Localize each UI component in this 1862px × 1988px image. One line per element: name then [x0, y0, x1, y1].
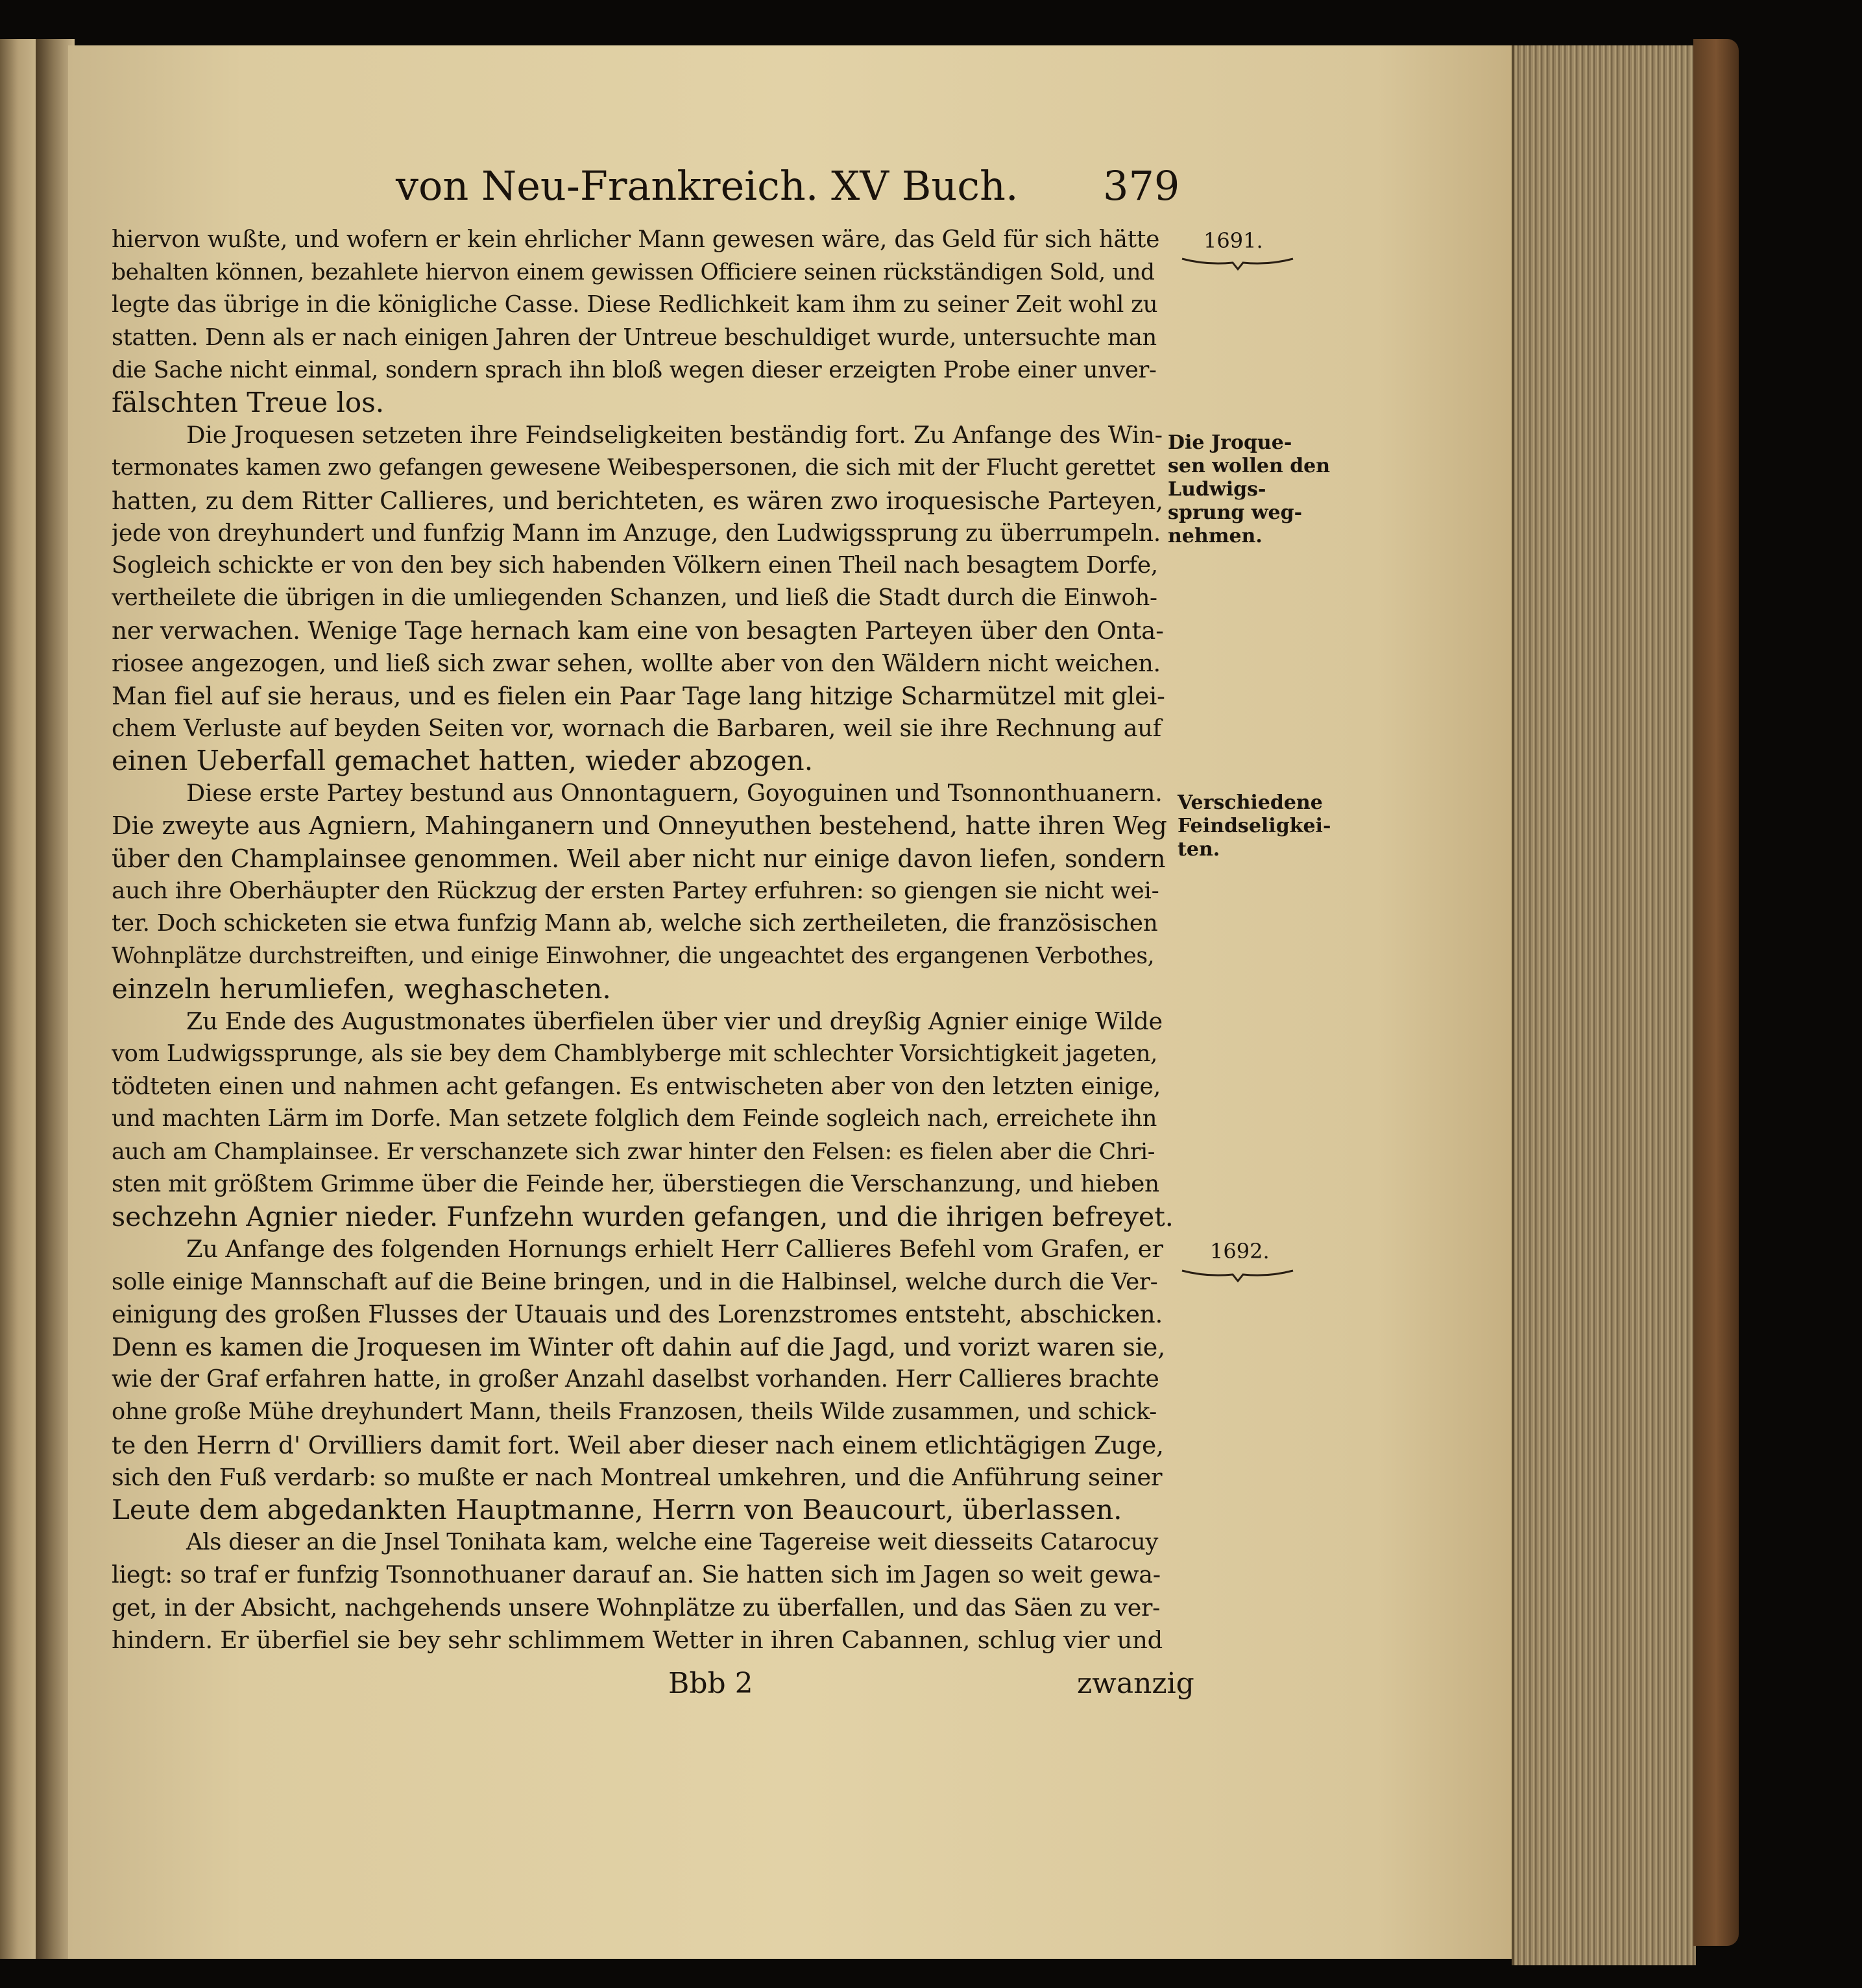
text-line: behalten können, bezahlete hiervon einem gewissen Officiere seinen rückständigen Sold, und [112, 259, 1155, 286]
paragraph [112, 777, 1176, 1005]
paragraph [112, 419, 1176, 777]
signature-mark: Bbb 2 [668, 1667, 753, 1700]
text-line: auch ihre Oberhäupter den Rückzug der ersten Partey erfuhren: so giengen sie nicht wei- [112, 878, 1159, 905]
margin-note-line: Verschiedene [1178, 791, 1323, 814]
text-line: auch am Champlainsee. Er verschanzete sich zwar hinter den Felsen: es fielen aber die Chri- [112, 1138, 1155, 1165]
text-line: und machten Lärm im Dorfe. Man setzete folglich dem Feinde sogleich nach, erreichete ihn [112, 1105, 1157, 1132]
text-line: chem Verluste auf beyden Seiten vor, wornach die Barbaren, weil sie ihre Rechnung auf [112, 714, 1161, 743]
text-line: riosee angezogen, und ließ sich zwar sehen, wollte aber von den Wäldern nicht weichen. [112, 649, 1161, 677]
paragraph [112, 1005, 1176, 1233]
text-line: ohne große Mühe dreyhundert Mann, theils Franzosen, theils Wilde zusammen, und schick- [112, 1398, 1157, 1426]
text-line: die Sache nicht einmal, sondern sprach ihn bloß wegen dieser erzeigten Probe einer unver- [112, 356, 1157, 383]
text-line: Wohnplätze durchstreiften, und einige Einwohner, die ungeachtet des ergangenen Verbothes, [112, 943, 1155, 970]
text-line: Leute dem abgedankten Hauptmanne, Herrn von Beaucourt, überlassen. [112, 1493, 1122, 1526]
text-line: Zu Ende des Augustmonates überfielen über vier und dreyßig Agnier einige Wilde [186, 1007, 1163, 1035]
book-cover-edge [1693, 39, 1739, 1946]
text-line: einen Ueberfall gemachet hatten, wieder abzogen. [112, 745, 814, 777]
body-text [112, 224, 1176, 1696]
paragraph [112, 224, 1176, 419]
text-line: ner verwachen. Wenige Tage hernach kam eine von besagten Parteyen über den Onta- [112, 616, 1164, 645]
text-line: fälschten Treue los. [112, 387, 385, 419]
text-line: jede von dreyhundert und funfzig Mann im Anzuge, den Ludwigssprung zu überrumpeln. [112, 518, 1161, 547]
page-block-edges [1512, 45, 1696, 1965]
margin-note-line: sprung weg- [1168, 501, 1303, 524]
text-line: vertheilete die übrigen in die umliegenden Schanzen, und ließ die Stadt durch die Einwoh- [112, 584, 1157, 612]
margin-note-line: Die Jroque- [1168, 431, 1292, 454]
text-line: sich den Fuß verdarb: so mußte er nach Montreal umkehren, und die Anführung seiner [112, 1463, 1163, 1491]
text-line: Zu Anfange des folgenden Hornungs erhielt Herr Callieres Befehl vom Grafen, er [186, 1235, 1163, 1263]
running-head-title: von Neu-Frankreich. XV Buch. [396, 162, 1019, 210]
margin-note-line: ten. [1178, 838, 1220, 861]
margin-note-line: nehmen. [1168, 525, 1263, 547]
running-head [396, 162, 1180, 221]
margin-note-iroquois [1168, 431, 1330, 548]
text-line: termonates kamen zwo gefangen gewesene Weibespersonen, die sich mit der Flucht gerettet [112, 455, 1155, 481]
text-line: legte das übrige in die königliche Casse. Diese Redlichkeit kam ihm zu seiner Zeit wohl zu [112, 291, 1158, 318]
text-line: Als dieser an die Jnsel Tonihata kam, welche eine Tagereise weit diesseits Catarocuy [186, 1529, 1159, 1556]
text-line: einzeln herumliefen, weghascheten. [112, 972, 611, 1005]
text-line: wie der Graf erfahren hatte, in großer Anzahl daselbst vorhanden. Herr Callieres brachte [112, 1366, 1159, 1393]
margin-note-line: Ludwigs- [1168, 478, 1266, 501]
text-line: einigung des großen Flusses der Utauais und des Lorenzstromes entsteht, abschicken. [112, 1300, 1163, 1328]
margin-note-line: Feindseligkei- [1178, 815, 1331, 837]
text-line: statten. Denn als er nach einigen Jahren der Untreue beschuldiget wurde, untersuchte man [112, 324, 1157, 351]
text-line: über den Champlainsee genommen. Weil aber nicht nur einige davon liefen, sondern [112, 844, 1166, 873]
paragraph [112, 1526, 1176, 1657]
margin-note-hostilities [1178, 791, 1331, 861]
text-line: hiervon wußte, und wofern er kein ehrlicher Mann gewesen wäre, das Geld für sich hätte [112, 226, 1160, 253]
text-line: Die Jroquesen setzeten ihre Feindseligkeiten beständig fort. Zu Anfange des Win- [186, 421, 1163, 449]
text-line: hindern. Er überfiel sie bey sehr schlimmem Wetter in ihren Cabannen, schlug vier und [112, 1625, 1163, 1654]
margin-note-line: sen wollen den [1168, 455, 1331, 477]
margin-brace [1181, 256, 1294, 270]
text-line: ter. Doch schicketen sie etwa funfzig Mann ab, welche sich zertheileten, die französischen [112, 910, 1158, 937]
text-line: hatten, zu dem Ritter Callieres, und berichteten, es wären zwo iroquesische Parteyen, [112, 486, 1163, 515]
text-line: Denn es kamen die Jroquesen im Winter oft dahin auf die Jagd, und vorizt waren sie, [112, 1332, 1166, 1361]
margin-brace [1181, 1268, 1294, 1282]
text-line: Man fiel auf sie heraus, und es fielen ein Paar Tage lang hitzige Scharmützel mit glei- [112, 681, 1165, 710]
text-line: liegt: so traf er funfzig Tsonnothuaner darauf an. Sie hatten sich im Jagen so weit gewa- [112, 1561, 1161, 1589]
text-line: vom Ludwigssprunge, als sie bey dem Chamblyberge mit schlechter Vorsichtigkeit jageten, [112, 1040, 1158, 1068]
text-line: Sogleich schickte er von den bey sich habenden Völkern einen Theil nach besagtem Dorfe, [112, 552, 1158, 579]
text-line: get, in der Absicht, nachgehends unsere Wohnplätze zu überfallen, und das Säen zu ver- [112, 1593, 1161, 1622]
page-number: 379 [1103, 162, 1180, 210]
text-line: sten mit größtem Grimme über die Feinde her, überstiegen die Verschanzung, und hieben [112, 1170, 1159, 1197]
text-line: solle einige Mannschaft auf die Beine bringen, und in die Halbinsel, welche durch die Ver- [112, 1268, 1158, 1295]
margin-year: 1691. [1203, 228, 1263, 253]
text-line: te den Herrn d' Orvilliers damit fort. Weil aber dieser nach einem etlichtägigen Zuge, [112, 1430, 1164, 1459]
catchword: zwanzig [1077, 1667, 1194, 1700]
margin-year: 1692. [1210, 1239, 1270, 1263]
text-line: tödteten einen und nahmen acht gefangen. Es entwischeten aber von den letzten einige, [112, 1072, 1161, 1101]
text-line: Diese erste Partey bestund aus Onnontaguern, Goyoguinen und Tsonnonthuanern. [186, 779, 1163, 808]
text-line: sechzehn Agnier nieder. Funfzehn wurden gefangen, und die ihrigen befreyet. [112, 1201, 1174, 1233]
paragraph [112, 1233, 1176, 1526]
text-line: Die zweyte aus Agniern, Mahinganern und Onneyuthen bestehend, hatte ihren Weg [112, 811, 1167, 841]
